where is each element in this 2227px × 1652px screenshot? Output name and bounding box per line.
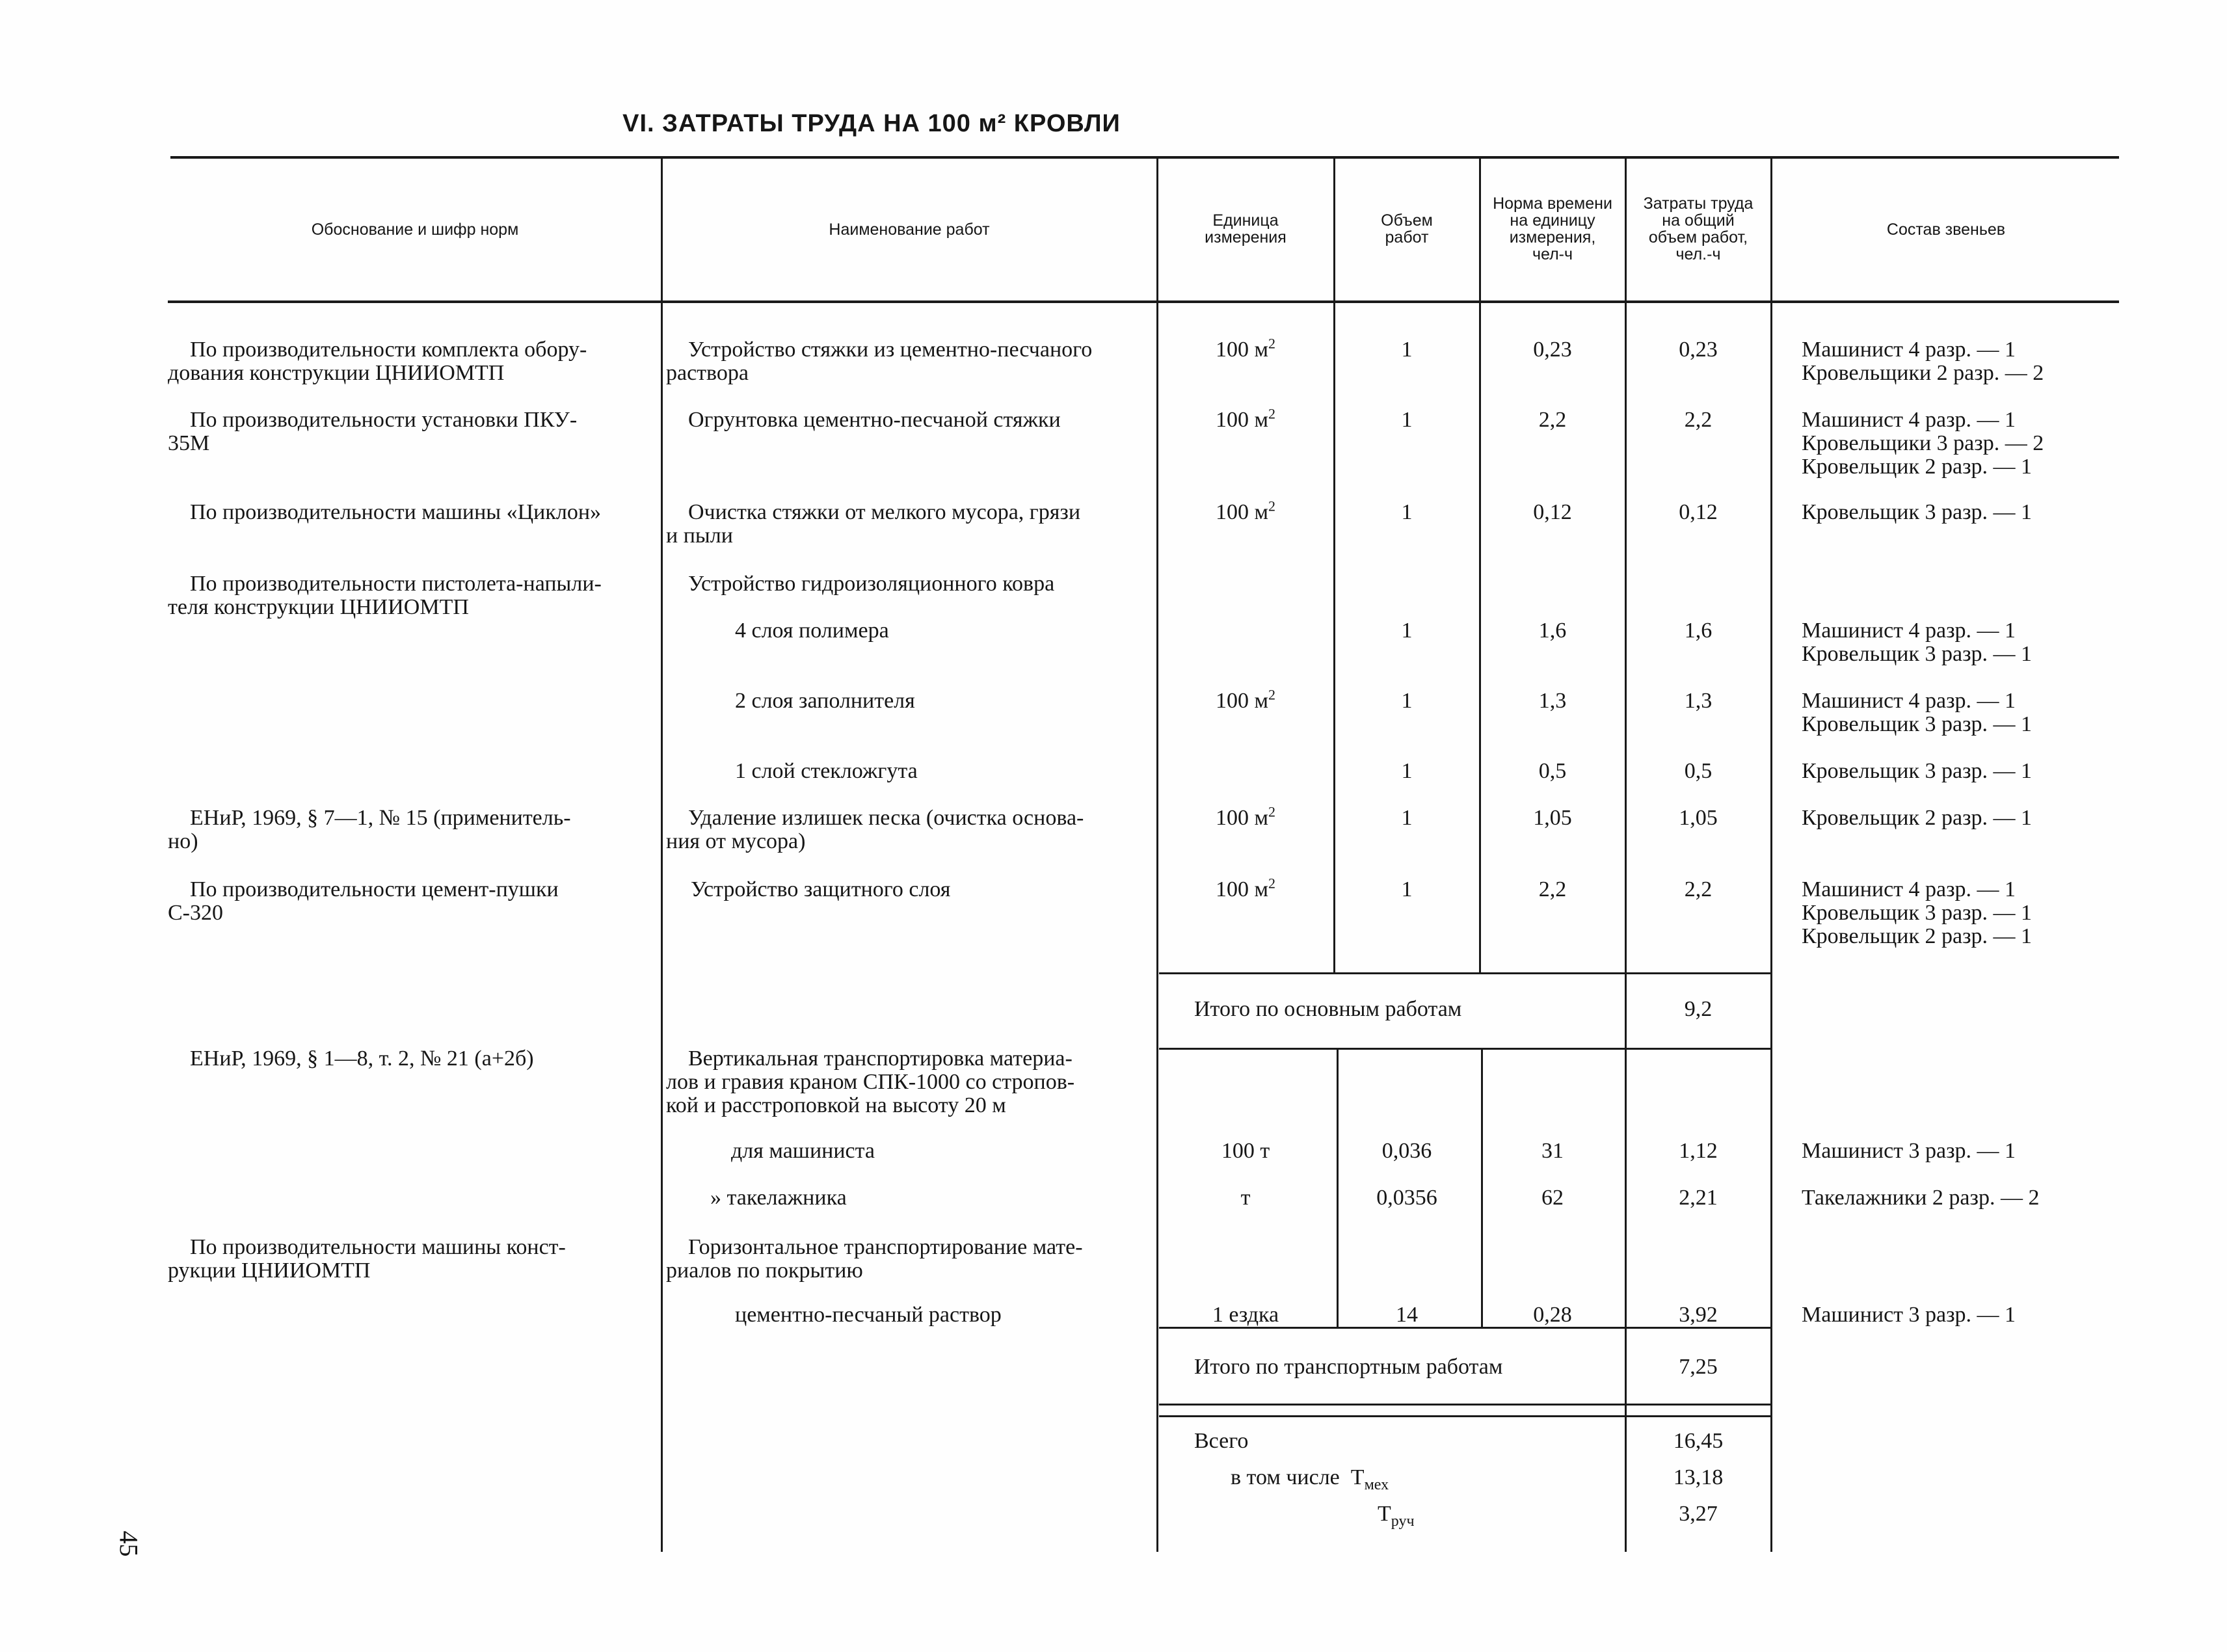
col-divider-norm-cost xyxy=(1625,159,1627,1552)
total-all-label: Всего xyxy=(1194,1429,1249,1453)
header-volume: Объем работ xyxy=(1381,211,1433,246)
total-main-label: Итого по основным работам xyxy=(1194,997,1462,1021)
total-man-value: 3,27 xyxy=(1679,1502,1718,1526)
page-title: VI. ЗАТРАТЫ ТРУДА НА 100 м² КРОВЛИ xyxy=(622,110,1121,137)
col-divider-work-unit xyxy=(1156,159,1158,1552)
norm-cell: 2,2 xyxy=(1538,877,1567,901)
crew-text: Кровельщик 2 разр. — 1 xyxy=(1802,455,2033,479)
crew-text: Машинист 3 разр. — 1 xyxy=(1802,1139,2016,1163)
crew-text: Кровельщик 3 разр. — 1 xyxy=(1802,712,2033,736)
work-text: и пыли xyxy=(666,524,733,548)
crew-text: Кровельщик 3 разр. — 1 xyxy=(1802,901,2033,925)
basis-text: С-320 xyxy=(168,901,223,925)
norm-cell: 31 xyxy=(1541,1139,1564,1163)
volume-cell: 1 xyxy=(1401,806,1413,830)
basis-text: По производительности комплекта обору- xyxy=(190,338,587,362)
norm-cell: 0,5 xyxy=(1538,759,1567,783)
crew-text: Машинист 4 разр. — 1 xyxy=(1802,619,2016,643)
basis-text: По производительности машины «Циклон» xyxy=(190,500,602,524)
work-text: 4 слоя полимера xyxy=(735,619,889,643)
work-text: Устройство защитного слоя xyxy=(691,877,951,901)
crew-text: Машинист 4 разр. — 1 xyxy=(1802,689,2016,713)
volume-cell: 1 xyxy=(1401,338,1413,362)
work-text: Горизонтальное транспортирование мате- xyxy=(688,1235,1083,1259)
work-text: лов и гравия краном СПК-1000 со стропов- xyxy=(666,1070,1075,1094)
volume-cell: 1 xyxy=(1401,408,1413,432)
norm-cell: 62 xyxy=(1541,1186,1564,1210)
header-unit: Единица измерения xyxy=(1205,211,1287,246)
crew-text: Кровельщик 2 разр. — 1 xyxy=(1802,924,2033,948)
volume-cell: 0,036 xyxy=(1381,1139,1432,1163)
crew-text: Кровельщики 2 разр. — 2 xyxy=(1802,361,2044,385)
cost-cell: 2,2 xyxy=(1684,877,1713,901)
unit-cell: 100 $м^2$ xyxy=(1215,498,1275,524)
cost-cell: 0,5 xyxy=(1684,759,1713,783)
total-all-value: 16,45 xyxy=(1673,1429,1724,1453)
basis-text: рукции ЦНИИОМТП xyxy=(168,1259,371,1283)
unit-cell: 100 т xyxy=(1221,1139,1270,1163)
cost-cell: 1,3 xyxy=(1684,689,1713,713)
work-text: цементно-песчаный раствор xyxy=(735,1303,1002,1327)
cost-cell: 0,12 xyxy=(1679,500,1718,524)
norm-cell: 2,2 xyxy=(1538,408,1567,432)
transport-rule-top xyxy=(1159,1327,1770,1329)
crew-text: Кровельщик 3 разр. — 1 xyxy=(1802,500,2033,524)
header-work: Наименование работ xyxy=(829,220,990,239)
unit-cell: 100 $м^2$ xyxy=(1215,335,1275,362)
work-text: кой и расстроповкой на высоту 20 м xyxy=(666,1093,1006,1117)
subtotal-rule-top xyxy=(1159,972,1770,974)
basis-text: 35М xyxy=(168,431,210,455)
cost-cell: 1,12 xyxy=(1679,1139,1718,1163)
total-man-label: $Т_{руч}$ xyxy=(1378,1502,1415,1530)
cost-cell: 3,92 xyxy=(1679,1303,1718,1327)
work-text: Вертикальная транспортировка материа- xyxy=(688,1046,1073,1071)
norm-cell: 0,23 xyxy=(1533,338,1572,362)
total-main-value: 9,2 xyxy=(1684,997,1713,1021)
norm-cell: 1,3 xyxy=(1538,689,1567,713)
transport-rule-bottom xyxy=(1159,1404,1770,1406)
volume-cell: 1 xyxy=(1401,689,1413,713)
basis-text: но) xyxy=(168,829,198,853)
norm-cell: 0,12 xyxy=(1533,500,1572,524)
cost-cell: 2,21 xyxy=(1679,1186,1718,1210)
total-rule-top xyxy=(1159,1415,1770,1417)
col-divider-volume-norm-a xyxy=(1479,159,1481,972)
crew-text: Машинист 3 разр. — 1 xyxy=(1802,1303,2016,1327)
basis-text: По производительности цемент-пушки xyxy=(190,877,559,901)
work-text: Огрунтовка цементно-песчаной стяжки xyxy=(688,408,1061,432)
crew-text: Машинист 4 разр. — 1 xyxy=(1802,408,2016,432)
crew-text: Кровельщик 2 разр. — 1 xyxy=(1802,806,2033,830)
header-norm: Норма времени на единицу измерения, чел-ч xyxy=(1493,194,1612,263)
unit-cell: 100 $м^2$ xyxy=(1215,803,1275,830)
work-text: 2 слоя заполнителя xyxy=(735,689,915,713)
crew-text: Кровельщик 3 разр. — 1 xyxy=(1802,642,2033,666)
work-text: ния от мусора) xyxy=(666,829,806,853)
col-divider-cost-crew xyxy=(1770,159,1772,1552)
volume-cell: 0,0356 xyxy=(1376,1186,1437,1210)
unit-cell: 100 $м^2$ xyxy=(1215,405,1275,432)
header-crew: Состав звеньев xyxy=(1886,220,2006,239)
crew-text: Кровельщики 3 разр. — 2 xyxy=(1802,431,2044,455)
col-divider-unit-volume-a xyxy=(1333,159,1335,972)
total-transport-label: Итого по транспортным работам xyxy=(1194,1355,1503,1379)
work-text: 1 слой стекложгута xyxy=(735,759,918,783)
cost-cell: 1,05 xyxy=(1679,806,1718,830)
basis-text: ЕНиР, 1969, § 7—1, № 15 (применитель- xyxy=(190,806,571,830)
norm-cell: 1,05 xyxy=(1533,806,1572,830)
work-text: Устройство гидроизоляционного ковра xyxy=(688,572,1055,596)
norm-cell: 1,6 xyxy=(1538,619,1567,643)
unit-cell: 100 $м^2$ xyxy=(1215,686,1275,713)
header-cost: Затраты труда на общий объем работ, чел.-ч xyxy=(1643,194,1754,263)
cost-cell: 2,2 xyxy=(1684,408,1713,432)
table-top-rule xyxy=(170,156,2119,159)
volume-cell: 1 xyxy=(1401,619,1413,643)
cost-cell: 0,23 xyxy=(1679,338,1718,362)
header-basis: Обоснование и шифр норм xyxy=(311,220,519,239)
header-bottom-rule xyxy=(168,300,2119,303)
unit-cell: 1 ездка xyxy=(1212,1303,1279,1327)
basis-text: дования конструкции ЦНИИОМТП xyxy=(168,361,505,385)
norm-cell: 0,28 xyxy=(1533,1303,1572,1327)
crew-text: Машинист 4 разр. — 1 xyxy=(1802,877,2016,901)
work-text: Удаление излишек песка (очистка основа- xyxy=(688,806,1084,830)
basis-text: По производительности пистолета-напыли- xyxy=(190,572,602,596)
volume-cell: 1 xyxy=(1401,759,1413,783)
crew-text: Кровельщик 3 разр. — 1 xyxy=(1802,759,2033,783)
basis-text: теля конструкции ЦНИИОМТП xyxy=(168,595,469,619)
cost-cell: 1,6 xyxy=(1684,619,1713,643)
unit-cell: т xyxy=(1240,1186,1251,1210)
work-text: для машиниста xyxy=(731,1139,875,1163)
unit-cell: 100 $м^2$ xyxy=(1215,875,1275,901)
page-number: 45 xyxy=(114,1530,144,1557)
volume-cell: 14 xyxy=(1396,1303,1418,1327)
crew-text: Такелажники 2 разр. — 2 xyxy=(1802,1186,2040,1210)
work-text: Устройство стяжки из цементно-песчаного xyxy=(688,338,1093,362)
subtotal-rule-bottom xyxy=(1159,1048,1770,1050)
total-mech-value: 13,18 xyxy=(1673,1465,1724,1489)
work-text: » такелажника xyxy=(710,1186,847,1210)
total-transport-value: 7,25 xyxy=(1679,1355,1718,1379)
volume-cell: 1 xyxy=(1401,500,1413,524)
total-mech-label: в том числе $Т_{мех}$ xyxy=(1231,1465,1389,1493)
work-text: раствора xyxy=(666,361,749,385)
basis-text: ЕНиР, 1969, § 1—8, т. 2, № 21 (а+2б) xyxy=(190,1046,534,1071)
basis-text: По производительности установки ПКУ- xyxy=(190,408,578,432)
col-divider-basis-work xyxy=(661,159,663,1552)
basis-text: По производительности машины конст- xyxy=(190,1235,566,1259)
work-text: риалов по покрытию xyxy=(666,1259,863,1283)
work-text: Очистка стяжки от мелкого мусора, грязи xyxy=(688,500,1081,524)
crew-text: Машинист 4 разр. — 1 xyxy=(1802,338,2016,362)
volume-cell: 1 xyxy=(1401,877,1413,901)
